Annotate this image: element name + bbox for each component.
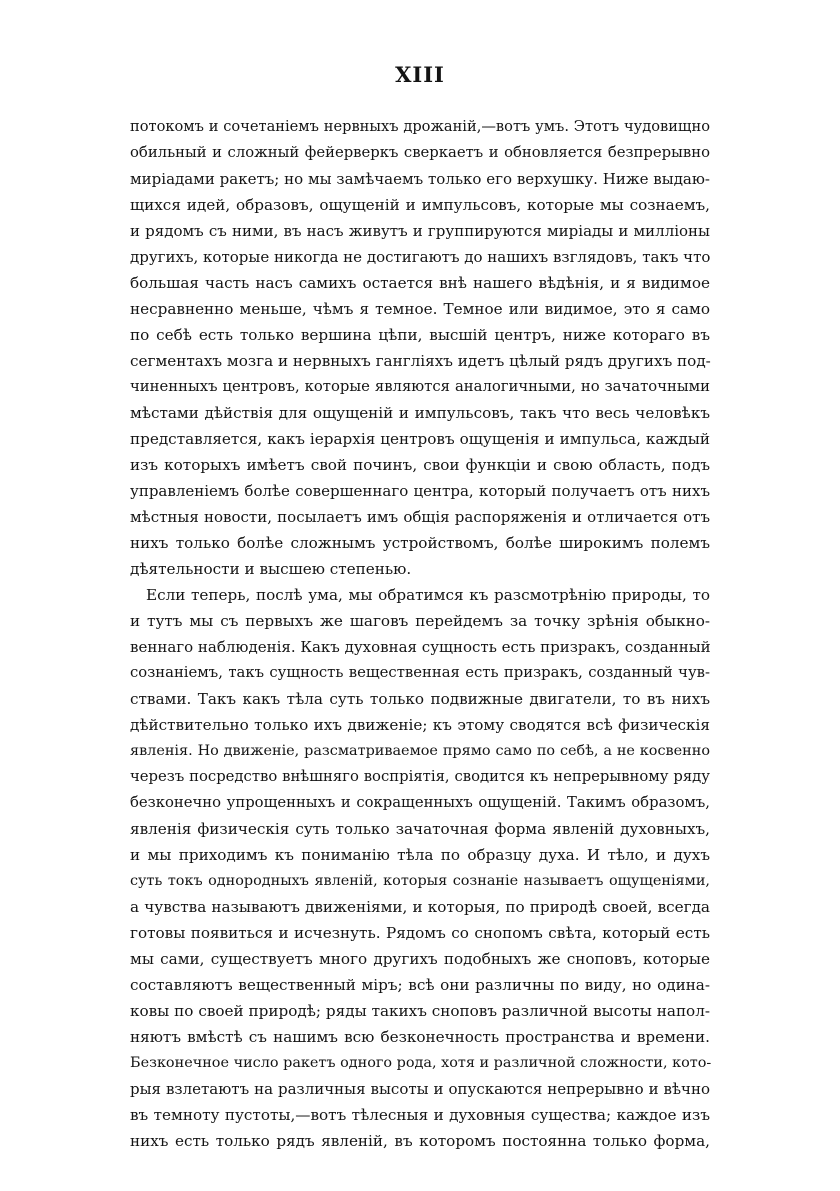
text-line: явленія. Но движеніе, разсматриваемое прямо само по себѣ, а не косвенно [130, 743, 710, 759]
text-line: сегментахъ мозга и нервныхъ гангліяхъ идетъ цѣлый рядъ другихъ под- [130, 352, 711, 370]
text-line: въ темноту пустоты,—вотъ тѣлесныя и духовныя существа; каждое изъ [130, 1106, 710, 1124]
text-line: мы сами, существуетъ много другихъ подобныхъ же сноповъ, которые [130, 950, 710, 968]
text-line: Безконечное число ракетъ одного рода, хотя и различной сложности, кото- [130, 1055, 712, 1071]
text-line: несравненно меньше, чѣмъ я темное. Темное или видимое, это я само [130, 300, 710, 318]
text-line: и рядомъ съ ними, въ насъ живутъ и группируются миріады и милліоны [130, 222, 710, 240]
text-line: явленія физическія суть только зачаточная форма явленій духовныхъ, [130, 820, 710, 838]
text-line: черезъ посредство внѣшняго воспріятія, сводится къ непрерывному ряду [130, 768, 710, 785]
text-line: щихся идей, образовъ, ощущеній и импульсовъ, которые мы сознаемъ, [130, 196, 710, 214]
text-line: другихъ, которые никогда не достигаютъ до нашихъ взглядовъ, такъ что [130, 248, 711, 266]
text-line: нихъ только болѣе сложнымъ устройствомъ, болѣе широкимъ полемъ [130, 534, 710, 552]
text-line: миріадами ракетъ; но мы замѣчаемъ только его верхушку. Ниже выдаю- [130, 170, 710, 188]
page-number: XIII [395, 62, 445, 87]
text-line: управленіемъ болѣе совершеннаго центра, который получаетъ отъ нихъ [130, 482, 710, 500]
text-line: ствами. Такъ какъ тѣла суть только подвижные двигатели, то въ нихъ [130, 690, 710, 708]
text-line: а чувства называютъ движеніями, и которыя, по природѣ своей, всегда [130, 898, 710, 916]
text-line: нихъ есть только рядъ явленій, въ которомъ постоянна только форма, [130, 1132, 710, 1150]
text-line: дѣятельности и высшею степенью. [130, 560, 412, 578]
text-line: веннаго наблюденія. Какъ духовная сущность есть призракъ, созданный [130, 638, 711, 656]
text-line: изъ которыхъ имѣетъ свой починъ, свои функціи и свою область, подъ [130, 456, 710, 474]
text-line: готовы появиться и исчезнуть. Рядомъ со снопомъ свѣта, который есть [130, 924, 710, 942]
text-line: большая часть насъ самихъ остается внѣ нашего вѣдѣнія, и я видимое [130, 274, 710, 292]
text-line: суть токъ однородныхъ явленій, которыя сознаніе называетъ ощущеніями, [130, 873, 710, 889]
body-text [130, 114, 710, 1154]
text-line: сознаніемъ, такъ сущность вещественная есть призракъ, созданный чув- [130, 664, 710, 681]
text-line: чиненныхъ центровъ, которые являются аналогичными, но зачаточными [130, 378, 710, 395]
text-line: Если теперь, послѣ ума, мы обратимся къ разсмотрѣнію природы, то [146, 586, 710, 604]
text-line: мѣстныя новости, посылаетъ имъ общія распоряженія и отличается отъ [130, 508, 710, 526]
text-line: по себѣ есть только вершина цѣпи, высшій центръ, ниже котораго въ [130, 326, 710, 344]
text-line: представляется, какъ іерархія центровъ ощущенія и импульса, каждый [130, 430, 710, 448]
text-line: и тутъ мы съ первыхъ же шаговъ перейдемъ за точку зрѣнія обыкно- [130, 612, 710, 630]
text-line: составляютъ вещественный міръ; всѣ они различны по виду, но одина- [130, 976, 710, 994]
text-line: потокомъ и сочетаніемъ нервныхъ дрожаній,—вотъ умъ. Этотъ чудовищно [130, 118, 710, 135]
text-line: рыя взлетаютъ на различныя высоты и опускаются непрерывно и вѣчно [130, 1080, 710, 1098]
text-line: обильный и сложный фейерверкъ сверкаетъ и обновляется безпрерывно [130, 144, 710, 161]
text-line: и мы приходимъ къ пониманію тѣла по образцу духа. И тѣло, и духъ [130, 846, 710, 864]
text-line: мѣстами дѣйствія для ощущеній и импульсовъ, такъ что весь человѣкъ [130, 404, 710, 422]
text-line: безконечно упрощенныхъ и сокращенныхъ ощущеній. Такимъ образомъ, [130, 794, 710, 811]
text-line: дѣйствительно только ихъ движеніе; къ этому сводятся всѣ физическія [130, 716, 710, 734]
text-line: ковы по своей природѣ; ряды такихъ сноповъ различной высоты напол- [130, 1002, 710, 1020]
text-line: няютъ вмѣстѣ съ нашимъ всю безконечность пространства и времени. [130, 1028, 710, 1046]
